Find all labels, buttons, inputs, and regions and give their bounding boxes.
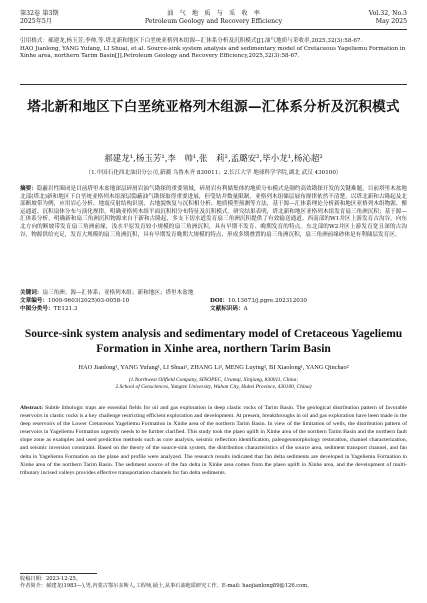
- doi-value: 10.13673/j.pgre.202312030: [227, 298, 307, 304]
- issue-date-en: May 2025: [375, 18, 407, 25]
- volume-issue: 第32卷 第3期: [20, 10, 59, 17]
- doc-number: [20, 298, 129, 306]
- footnote: [20, 576, 407, 590]
- clc-label: 中图分类号：: [20, 306, 54, 312]
- abstract-cn-label: 摘要：: [20, 186, 37, 192]
- doc-number-value: 1009-9603(2025)03-0058-10: [47, 298, 130, 304]
- received-date: 收稿日期：2023-12-25。: [20, 576, 82, 582]
- affiliation-en-1: (1.Northwest Oilfield Company, SINOPEC, Urumqi, Xinjiang, 830011, China;: [128, 377, 299, 383]
- doi: [210, 298, 307, 306]
- keywords-cn-text: 扇三角洲；源—汇体系；亚格列木组；新和地区；塔里木盆地: [42, 290, 194, 296]
- journal-name-cn: 油 气 地 质 与 采 收 率: [167, 10, 260, 17]
- keywords-cn: [20, 290, 193, 298]
- affiliation-cn: （1.中国石化西北油田分公司,新疆 乌鲁木齐 830011；2.长江大学 地球科学学院,湖北 武汉 430100）: [85, 170, 342, 176]
- authors-en: HAO Jianlong¹, YANG Yufang¹, LI Shuai¹, ZHANG Li², MENG Luying², BI Xiaolong¹, YANG Qinchao²: [78, 364, 349, 371]
- title-cn: 塔北新和地区下白垩统亚格列木组源—汇体系分析及沉积模式: [27, 99, 400, 115]
- affiliation-en-2: 2.School of Geosciences, Yangtze University, Wuhan City, Hubei Province, 430100, China): [115, 384, 312, 391]
- keywords-cn-label: 关键词：: [20, 290, 43, 296]
- clc-value: TE121.3: [53, 306, 78, 312]
- author-bio: 作者简介：郝建龙(1983—),男,内蒙古鄂尔多斯人,工程师,硕士,从事石油地质研究工作。E-mail: haojianlong89@126.com。: [20, 583, 313, 590]
- citation-divider: [20, 84, 407, 85]
- abstract-en-text: Subtle lithologic traps are essential fields for oil and gas exploration in deep clastic rocks of Tarim Basin. The geological distribution pattern of favorable reservoirs in clastic rocks is a key challenge restricting efficient exploration and development. At present, breakthroughs in oil and gas exploration have been made in the deep reservoirs of the Lower Cretaceous Yageliemu Formation in Xinhe area of the northern Tarim Basin. In view of the limitation of wells, the distribution pattern of reservoirs in Yageliemu Formation urgently needs to be further clarified. This study took the plaeo uplift in Xinhe area of the northern Tarim Basin and the northern fault slope zone as examples and used prediction methods such as core analysis, seismic reflection identification, paleogeomorphology restoration, channel characterization, and seismic inversion constraint. Based on the theory of the source-sink system, the distribution characteristics of the source area, sediment transport channel, and fan delta in Yageliemu Formation on the plane and profile were analyzed. The research results indicated that fan delta sediments are developed in Yageliemu Formation in Xinhe area of the northern Tarim Basin. The sediment source of the fan delta in Xinhe area comes from the plaeo uplift in Xinhe area, and the development of multi-tributary incised valleys provides effective transportation channels for fan delta sediments.: [20, 405, 408, 476]
- abstract-cn: [20, 186, 407, 239]
- abstract-en: [20, 404, 407, 477]
- clc-number: [20, 306, 77, 314]
- doc-code: [210, 306, 248, 314]
- doi-label: DOI：: [210, 298, 228, 304]
- affiliation-en: [20, 377, 407, 392]
- journal-name-en: Petroleum Geology and Recovery Efficiency: [144, 18, 283, 25]
- title-en: Source-sink system analysis and sedimentary model of Cretaceous Yageliemu Formation in Xinhe area, northern Tarim Basin: [24, 328, 403, 355]
- doc-number-label: 文章编号：: [20, 298, 48, 304]
- doc-code-label: 文献标识码：: [210, 306, 244, 312]
- header-journal: [20, 10, 407, 26]
- issue-date-cn: 2025年5月: [20, 18, 53, 25]
- citation-en: HAO Jianlong, YANG Yufang, LI Shuai, et al. Source-sink system analysis and sedimentary model of Cretaceous Yageliemu Formation in Xinhe area, northern Tarim Basin[J].Petroleum Geology and Recovery Efficiency,2025,32(3):58-67.: [20, 45, 406, 59]
- doc-code-value: A: [243, 306, 248, 312]
- volume-issue-en: Vol.32, No.3: [368, 10, 407, 17]
- header-divider: [20, 29, 407, 30]
- citation-cn: 引用格式：郝建龙,杨玉芳,李帅,等.塔北新和地区下白垩统亚格列木组源—汇体系分析及沉积模式[J].油气地质与采收率,2025,32(3):58-67.: [20, 38, 363, 44]
- header-volume-en: [369, 10, 407, 26]
- abstract-en-label: Abstract:: [20, 405, 44, 411]
- authors-cn: 郝建龙¹,杨玉芳¹,李 帅¹,张 莉²,孟璐安²,毕小龙¹,杨沁超²: [104, 154, 323, 164]
- citation-block: [20, 38, 407, 61]
- abstract-cn-text: 隐蔽岩性圈闭是目前塔里木盆地深层碎屑岩油气勘探的重要领域，碎屑岩有利储集体的地质分布模式是制约高效勘探开发的关键难题。目前塔里木盆地北部(塔北)新和地区下白垩统亚格列木组深层隐蔽油气勘探取得重要进展，但受钻井数量限制，亚格列木组储层展布规律依然不清楚。以塔北新和古隆起及北部断坡带为例，应用岩心分析、地震反射结构识别、古地貌恢复与沉积相分析、地质模型预测等方法，基于源—汇体系理论分析新和地区亚格列木组物源、搬运通道、沉积扇体分布与演化规律，明确亚格列木组平面沉积相分布特征及沉积模式。研究结果表明，塔北新和地区亚格列木组发育扇三角洲沉积；基于源—汇体系分析，明确新和扇三角洲沉积物源来自于新和古隆起，多支下切水道发育扇三角洲沉积提供了有效输送通道。西南部的W1井区上游发育古沟谷，向东北方向的断坡带发育扇三角洲前缘，浅水平原发育较小规模的扇三角洲沉积，具有早期不发育、晚期发育的特点。东北部的W2井区上游发育宽且深的古沟谷，物源供给充足，发育大规模的扇三角洲沉积，具有早期发育晚期大规模的特点，形成多期叠置的扇三角洲沉积，扇三角洲前缘砂体是有利储层发育区。: [20, 186, 407, 238]
- footnote-divider: [20, 573, 97, 574]
